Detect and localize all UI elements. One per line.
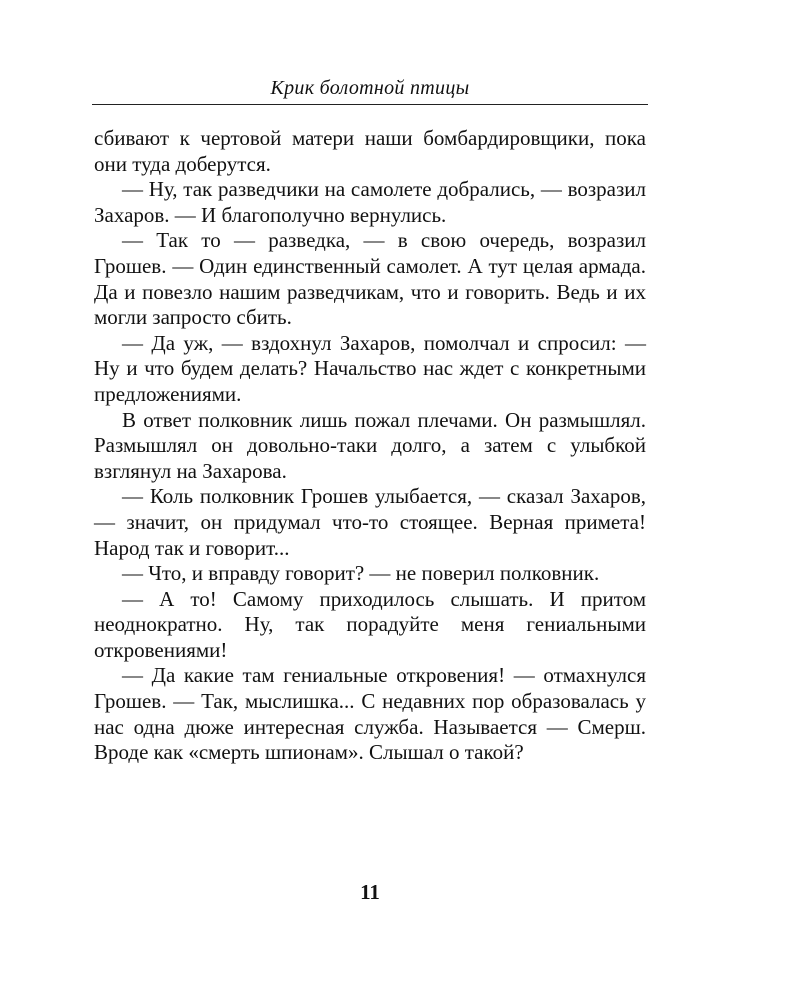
paragraph: — Да уж, — вздохнул Захаров, помолчал и спросил: — Ну и что будем делать? Начальство нас ждет с конкретными предложениями.: [94, 330, 646, 406]
paragraph: В ответ полковник лишь пожал плечами. Он размышлял. Размышлял он довольно-таки долго, а затем с улыбкой взглянул на Захарова.: [94, 407, 646, 483]
paragraph: — Коль полковник Грошев улыбается, — сказал Захаров, — значит, он придумал что-то стоящее. Верная примета! Народ так и говорит...: [94, 484, 646, 560]
paragraph: — А то! Самому приходилось слышать. И притом неоднократно. Ну, так порадуйте меня гениальными откровениями!: [94, 586, 646, 662]
page-number: 11: [360, 880, 380, 904]
running-head: Крик болотной птицы: [270, 77, 470, 99]
paragraph: — Да какие там гениальные откровения! — отмахнулся Грошев. — Так, мыслишка... С недавних пор образовалась у нас одна дюже интересная служба. Называется — Смерш. Вроде как «смерть шпионам». Слышал о такой?: [94, 663, 646, 765]
paragraph: — Так то — разведка, — в свою очередь, возразил Грошев. — Один единственный самолет. А тут целая армада. Да и повезло нашим разведчикам, что и говорить. Ведь и их могли запросто сбить.: [94, 228, 646, 330]
paragraph: — Что, и вправду говорит? — не поверил полковник.: [122, 561, 600, 586]
body-text: [94, 126, 646, 766]
header-rule: [92, 104, 648, 105]
paragraph: — Ну, так разведчики на самолете добрались, — возразил Захаров. — И благополучно вернулись.: [94, 177, 646, 227]
paragraph: сбивают к чертовой матери наши бомбардировщики, пока они туда доберутся.: [94, 126, 646, 176]
